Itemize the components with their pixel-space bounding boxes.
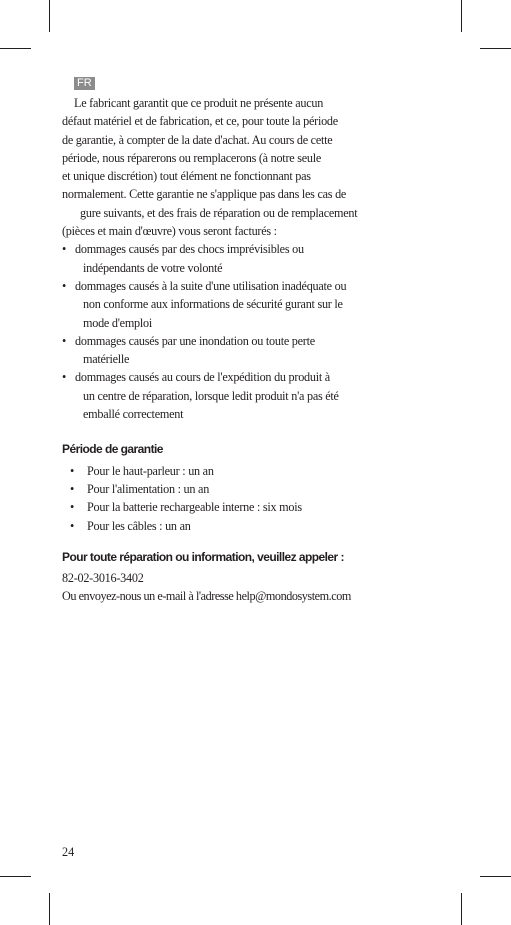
- intro-paragraph: [62, 94, 396, 240]
- list-item-line: un centre de réparation, lorsque ledit produit n'a pas été: [83, 388, 339, 403]
- intro-line: gure suivants, et des frais de réparation ou de remplacement: [80, 205, 358, 220]
- list-item-line: • dommages causés par une inondation ou toute perte: [75, 333, 315, 348]
- list-item-line: • dommages causés par des chocs imprévisibles ou: [75, 242, 304, 257]
- warranty-period-list: [62, 462, 396, 535]
- contact-phone: 82-02-3016-3402: [62, 571, 144, 586]
- list-item: [62, 332, 396, 369]
- warranty-period-title: Période de garantie: [62, 442, 163, 457]
- crop-mark: [461, 0, 462, 32]
- damage-list: [62, 240, 396, 423]
- crop-mark: [480, 48, 511, 49]
- list-item-line: • dommages causés à la suite d'une utilisation inadéquate ou: [75, 278, 347, 293]
- list-item-line: mode d'emploi: [83, 315, 153, 330]
- intro-line: période, nous réparerons ou remplacerons (à notre seule: [62, 150, 322, 165]
- list-item: [62, 368, 396, 423]
- list-item-line: non conforme aux informations de sécurité gurant sur le: [83, 297, 343, 312]
- list-item: [62, 240, 396, 277]
- intro-line: Le fabricant garantit que ce produit ne présente aucun: [74, 96, 324, 110]
- intro-line: défaut matériel et de fabrication, et ce, pour toute la période: [62, 114, 338, 129]
- list-item: [62, 277, 396, 332]
- page-number: 24: [62, 845, 75, 859]
- crop-mark: [49, 0, 50, 32]
- list-item-line: indépendants de votre volonté: [83, 260, 223, 275]
- intro-line: (pièces et main d'œuvre) vous seront facturés :: [62, 224, 277, 239]
- intro-line: de garantie, à compter de la date d'achat. Au cours de cette: [62, 132, 333, 147]
- list-item: • Pour l'alimentation : un an: [62, 480, 396, 498]
- crop-mark: [49, 893, 50, 925]
- warranty-text: [62, 94, 396, 606]
- language-badge: FR: [74, 77, 95, 90]
- contact-title: Pour toute réparation ou information, veuillez appeler :: [62, 549, 344, 564]
- list-item: • Pour le haut-parleur : un an: [62, 462, 396, 480]
- crop-mark: [0, 48, 31, 49]
- list-item-line: • dommages causés au cours de l'expédition du produit à: [75, 370, 330, 385]
- intro-line: normalement. Cette garantie ne s'applique pas dans les cas de: [62, 187, 347, 202]
- list-item-line: matérielle: [83, 352, 130, 367]
- contact-email: Ou envoyez-nous un e-mail à l'adresse help@mondosystem.com: [62, 589, 351, 604]
- list-item: • Pour les câbles : un an: [62, 517, 396, 535]
- crop-mark: [480, 876, 511, 877]
- list-item-line: emballé correctement: [83, 407, 184, 422]
- crop-mark: [0, 876, 31, 877]
- intro-line: et unique discrétion) tout élément ne fonctionnant pas: [62, 169, 311, 184]
- list-item: • Pour la batterie rechargeable interne : six mois: [62, 498, 396, 516]
- crop-mark: [461, 893, 462, 925]
